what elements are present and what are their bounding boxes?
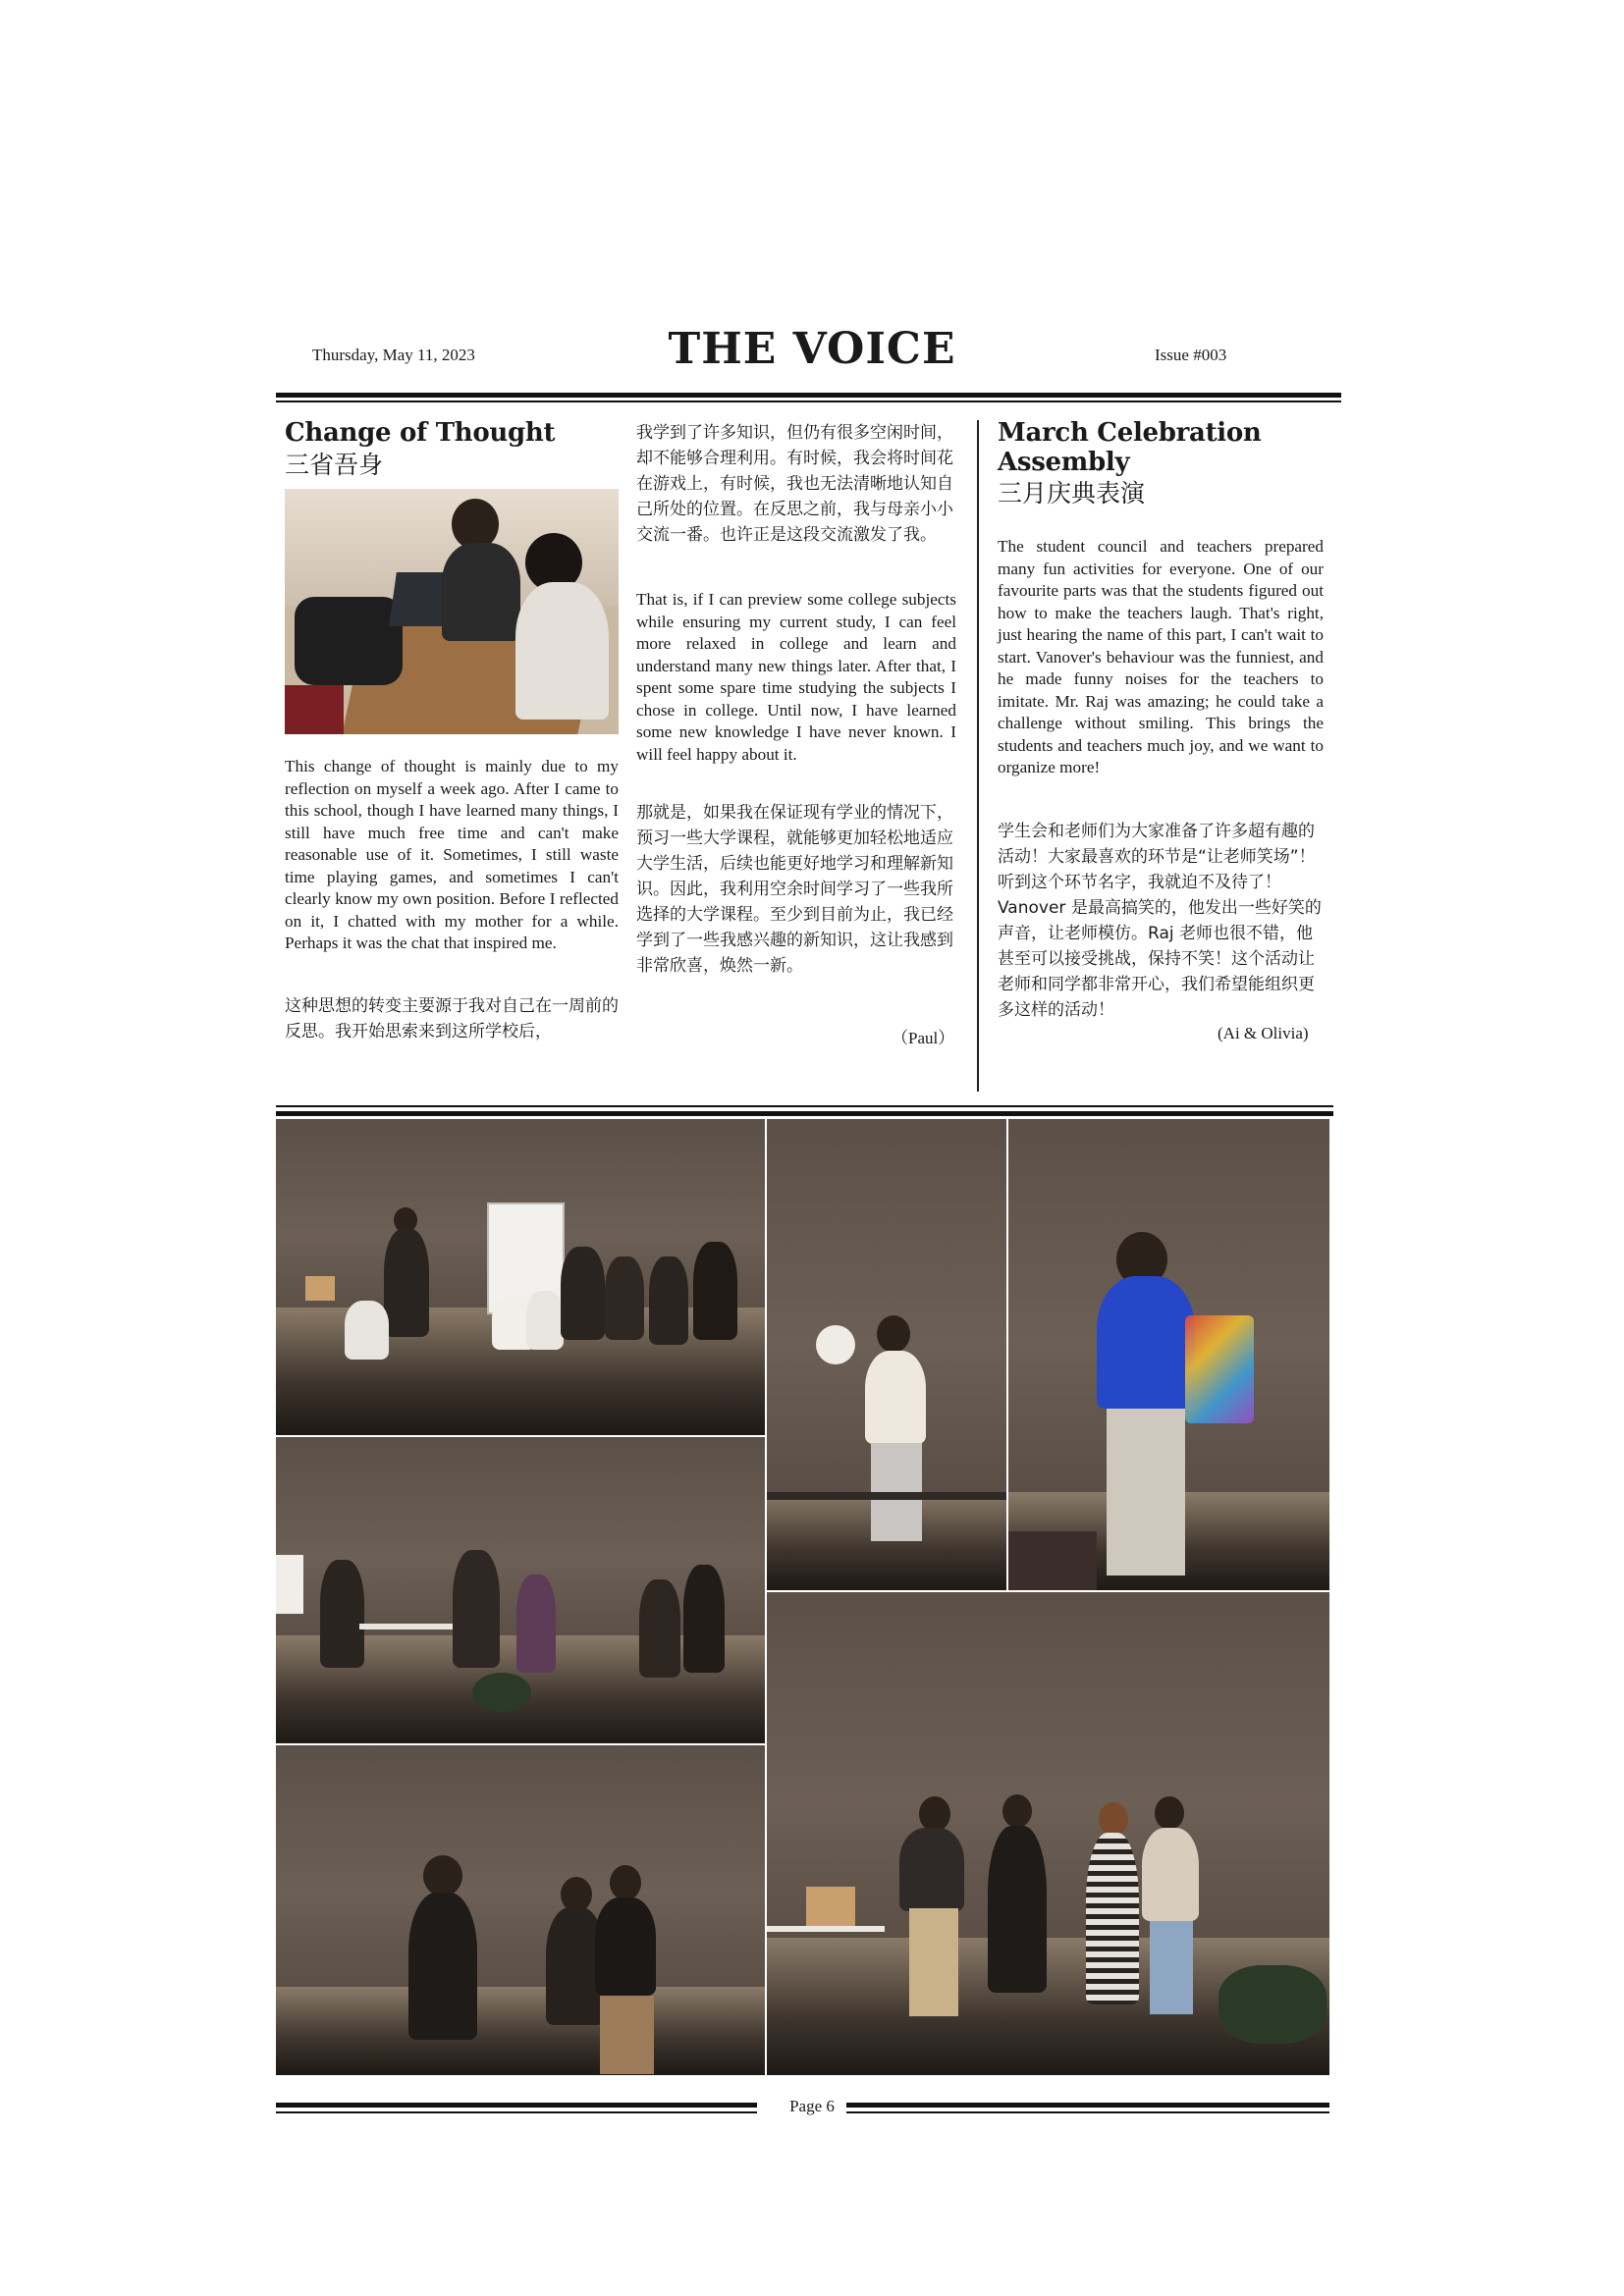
article2-author: (Ai & Olivia) [1218,1024,1309,1042]
footer-rule-right [846,2103,1329,2108]
article1-chinese-p2: 我学到了许多知识，但仍有很多空闲时间，却不能够合理利用。有时候，我会将时间花在游戏上，有时候，我也无法清晰地认知自己所处的位置。在反思之前，我与母亲小小交流一番。也许正是这段交流激发了我。 [636,423,953,545]
collage-rule-top-thick [276,1111,1333,1116]
column-divider [977,420,979,1092]
article1-chinese-p1: 这种思想的转变主要源于我对自己在一周前的反思。我开始思索来到这所学校后， [285,996,619,1041]
article1-english-p1: This change of thought is mainly due to my reflection on myself a week ago. After I came to this school, though I have learned many things, I still have much free time and can't make reasonable use of it. Sometimes, I still waste time playing games, and sometimes I can't clearly know my own position. Before I reflected on it, I chatted with my mother for a while. Perhaps it was the chat that inspired me. [285,757,619,952]
page-number: Page 6 [789,2097,835,2115]
article1-english-p2: That is, if I can preview some college subjects while ensuring my current study, I can feel more relaxed in college and learn and understand many new things later. After that, I spent some spare time studying the subjects I chose in college. Until now, I have learned some new knowledge I have never known. I will feel happy about it. [636,590,956,764]
photo-boy-blue-jacket [1008,1119,1329,1590]
photo-stage-group-kneeling [276,1119,765,1435]
photo-girl-on-stage [767,1119,1006,1590]
photo-students-studying [285,489,619,734]
photo-teachers-on-stage [276,1745,765,2075]
article1-chinese-p3: 那就是，如果我在保证现有学业的情况下，预习一些大学课程，就能够更加轻松地适应大学生活，后续也能更好地学习和理解新知识。因此，我利用空余时间学习了一些我所选择的大学课程。至少到目前为止，我已经学到了一些我感兴趣的新知识，这让我感到非常欣喜，焕然一新。 [636,803,953,976]
article-subtitle-zh: 三省吾身 [285,451,384,479]
article-title-march-celebration: March Celebration Assembly [998,418,1262,477]
article-title-change-of-thought: Change of Thought [285,418,556,448]
article2-chinese: 学生会和老师们为大家准备了许多超有趣的活动！大家最喜欢的环节是“让老师笑场”！听到这个环节名字，我就迫不及待了！Vanover 是最高搞笑的，他发出一些好笑的声音，让老师模仿。Raj 老师也很不错，他甚至可以接受挑战，保持不笑！这个活动让老师和同学都非常开心，我们希望能组织更多这样的活动！ [998,822,1322,1020]
issue-date: Thursday, May 11, 2023 [312,346,475,364]
article2-subtitle-zh: 三月庆典表演 [998,479,1146,507]
photo-students-on-stage [767,1592,1329,2075]
collage-rule-top [276,1105,1333,1107]
article2-english: The student council and teachers prepared many fun activities for everyone. One of our favourite parts was that the students figured out how to make the teachers laugh. That's right, just hearing the name of this part, I can't wait to start. Vanover's behaviour was the funniest, and he made funny noises for the teachers to imitate. Mr. Raj was amazing; he could take a challenge without smiling. This brings the students and teachers much joy, and we want to organize more! [998,537,1324,776]
masthead-rule [276,393,1341,398]
footer-rule-right-thin [846,2111,1329,2113]
article1-author: （Paul） [892,1029,955,1047]
newspaper-title: THE VOICE [668,324,956,374]
photo-stage-wide-group [276,1437,765,1743]
masthead-rule-thin [276,400,1341,402]
issue-number: Issue #003 [1155,346,1227,364]
